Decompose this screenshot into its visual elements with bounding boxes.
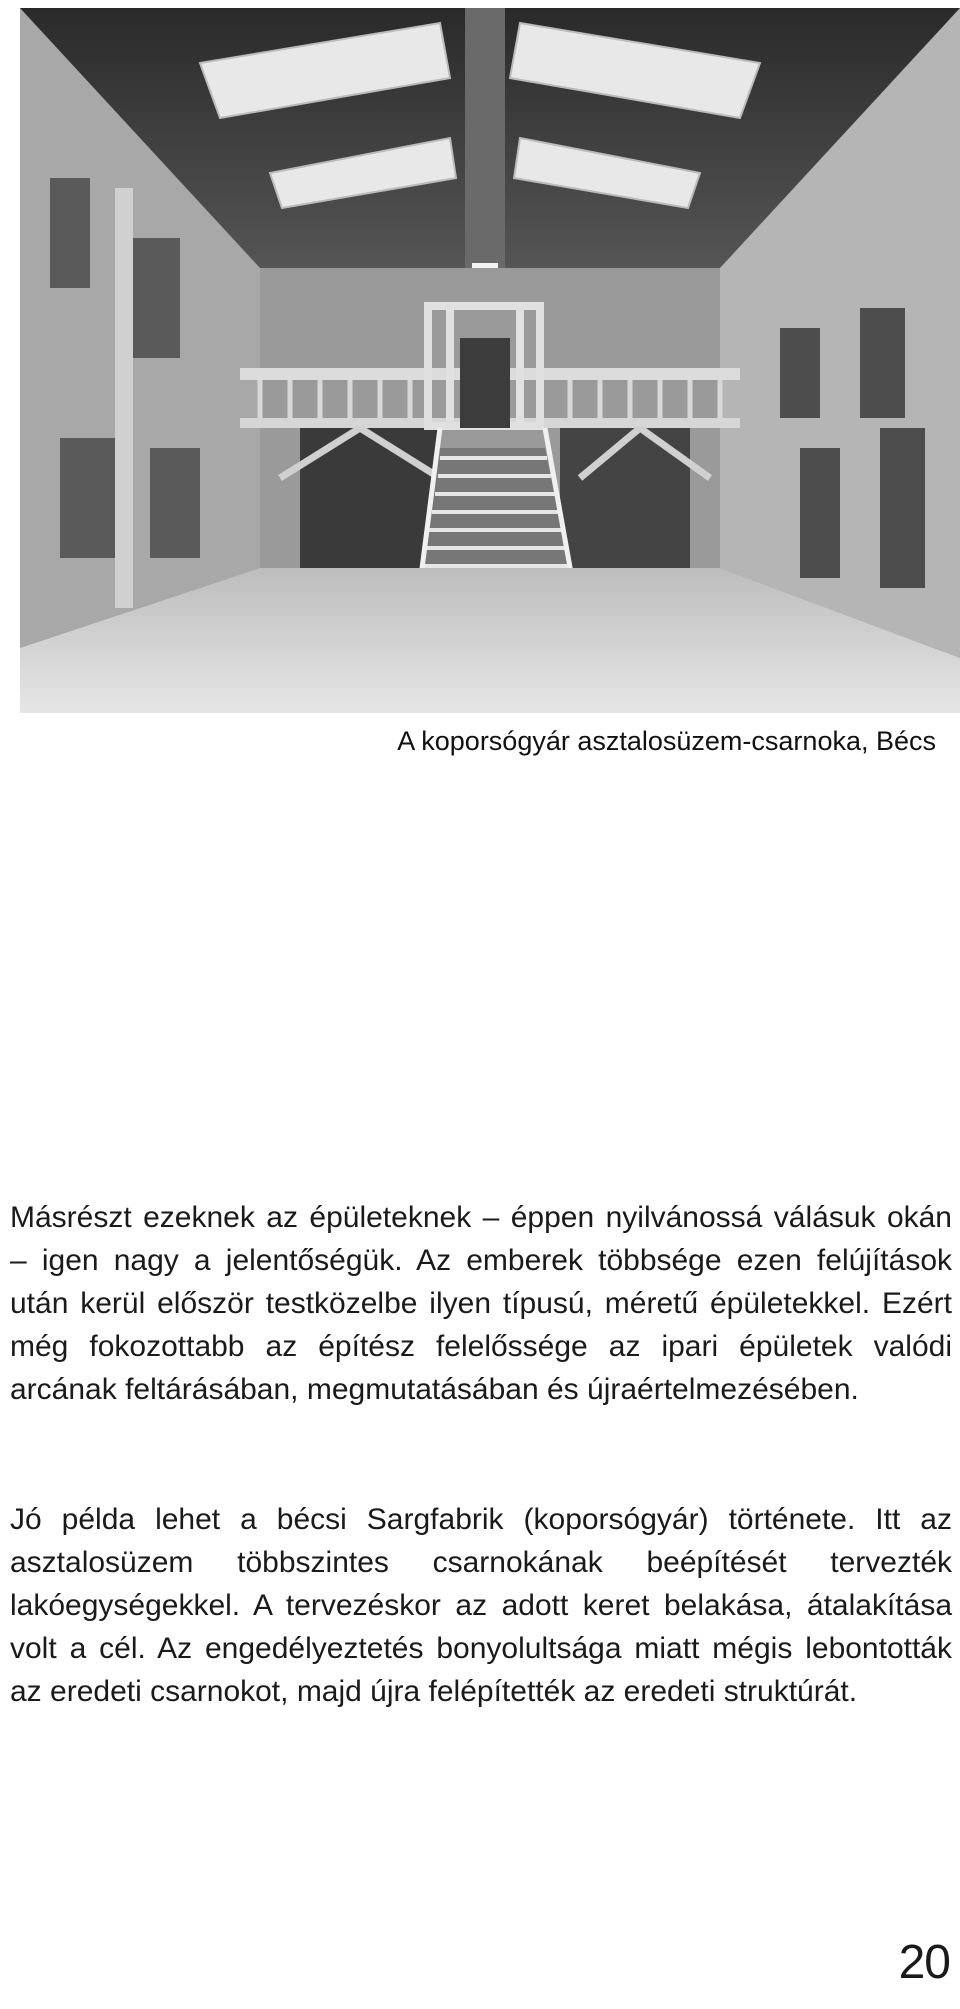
page-number: 20 [898, 1936, 950, 1989]
factory-hall-photo [20, 8, 960, 713]
factory-hall-illustration [20, 8, 960, 713]
body-paragraph-1: Másrészt ezeknek az épületeknek – éppen nyilvánossá válásuk okán – igen nagy a jelentőségük. Az emberek többsége ezen felújítások után kerül először testközelbe ilyen típusú, méretű épületekkel. Ezért még fokozottabb az építész felelőssége az ipari épületek valódi arcának feltárásában, megmutatásában és újraértelmezésében. [10, 1201, 952, 1406]
body-paragraph-2: Jó példa lehet a bécsi Sargfabrik (koporsógyár) története. Itt az asztalosüzem többszintes csarnokának beépítését tervezték lakóegységekkel. A tervezéskor az adott keret belakása, átalakítása volt a cél. Az engedélyeztetés bonyolultsága miatt mégis lebontották az eredeti csarnokot, majd újra felépítették az eredeti struktúrát. [10, 1503, 952, 1708]
figure-caption: A koporsógyár asztalosüzem-csarnoka, Bécs [397, 726, 936, 756]
